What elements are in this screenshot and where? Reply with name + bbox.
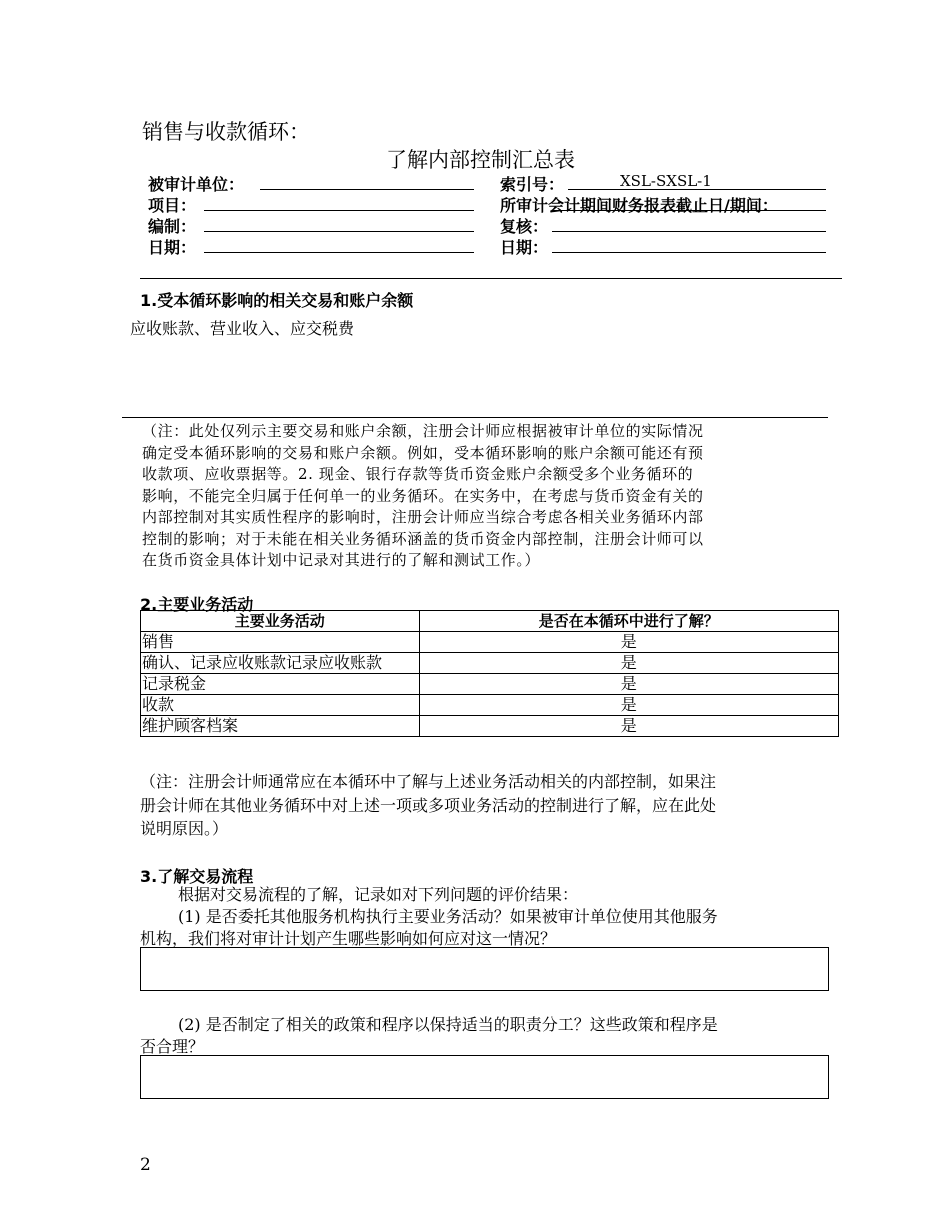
question2-line2: 否合理？ [140, 1037, 205, 1056]
audited-unit-label: 被审计单位： [148, 175, 245, 194]
index-field[interactable] [568, 189, 826, 190]
section2-note [140, 770, 840, 841]
col-header-activity: 主要业务活动 [141, 611, 420, 632]
table-header-row [141, 611, 839, 632]
table-row [141, 716, 839, 737]
header-divider [140, 278, 842, 279]
doc-title: 了解内部控制汇总表 [386, 148, 575, 172]
activity-cell: 收款 [141, 695, 420, 716]
period-label: 所审计会计期间财务报表截止日/期间： [500, 196, 778, 215]
section2-title: 2.主要业务活动 [140, 595, 254, 614]
audited-unit-field[interactable] [260, 189, 474, 190]
understood-cell[interactable]: 是 [419, 653, 838, 674]
note-line: 在货币资金具体计划中记录对其进行的了解和测试工作。） [142, 551, 541, 569]
question1-line2: 机构，我们将对审计计划产生哪些影响如何应对这一情况？ [140, 929, 557, 948]
prepared-label: 编制： [148, 217, 197, 236]
index-label: 索引号： [500, 175, 565, 194]
section1-note [142, 421, 832, 572]
activities-table [140, 610, 839, 737]
note-line: 册会计师在其他业务循环中对上述一项或多项业务活动的控制进行了解，应在此处 [140, 795, 717, 815]
activity-cell: 维护顾客档案 [141, 716, 420, 737]
note-line: 说明原因。） [140, 819, 229, 838]
question2-line1: (2) 是否制定了相关的政策和程序以保持适当的职责分工？这些政策和程序是 [178, 1015, 718, 1034]
section3-intro: 根据对交易流程的了解，记录如对下列问题的评价结果： [178, 885, 579, 904]
table-row [141, 674, 839, 695]
section1-accounts: 应收账款、营业收入、应交税费 [130, 319, 355, 338]
date-field-right[interactable] [552, 252, 826, 253]
activity-cell: 记录税金 [141, 674, 420, 695]
understood-cell[interactable]: 是 [419, 674, 838, 695]
activity-cell: 销售 [141, 632, 420, 653]
section1-divider [122, 417, 828, 418]
note-line: 影响，不能完全归属于任何单一的业务循环。在实务中，在考虑与货币资金有关的 [142, 486, 704, 505]
col-header-understood: 是否在本循环中进行了解？ [419, 611, 838, 632]
question2-answer-box[interactable] [140, 1055, 829, 1099]
section1-title: 1.受本循环影响的相关交易和账户余额 [140, 291, 414, 310]
note-line: （注：注册会计师通常应在本循环中了解与上述业务活动相关的内部控制，如果注 [140, 772, 717, 791]
project-label: 项目： [148, 196, 197, 215]
note-line: 确定受本循环影响的交易和账户余额。例如，受本循环影响的账户余额可能还有预 [142, 443, 704, 462]
date-label-right: 日期： [500, 238, 549, 257]
project-field[interactable] [204, 210, 474, 211]
note-line: 内部控制对其实质性程序的影响时，注册会计师应当综合考虑各相关业务循环内部 [142, 508, 704, 526]
date-label-left: 日期： [148, 238, 197, 257]
understood-cell[interactable]: 是 [419, 716, 838, 737]
understood-cell[interactable]: 是 [419, 695, 838, 716]
question1-line1: (1) 是否委托其他服务机构执行主要业务活动？如果被审计单位使用其他服务 [178, 907, 718, 926]
index-value: XSL-SXSL-1 [620, 172, 712, 190]
date-field-left[interactable] [204, 252, 474, 253]
review-label: 复核： [500, 217, 549, 236]
question1-answer-box[interactable] [140, 947, 829, 991]
note-line: 收款项、应收票据等。2. 现金、银行存款等货币资金账户余额受多个业务循环的 [142, 465, 694, 483]
page-number: 2 [140, 1155, 151, 1175]
table-row [141, 632, 839, 653]
table-row [141, 695, 839, 716]
section3-title: 3.了解交易流程 [140, 867, 254, 886]
review-field[interactable] [552, 231, 826, 232]
note-line: 控制的影响；对于未能在相关业务循环涵盖的货币资金内部控制，注册会计师可以 [142, 529, 704, 548]
activity-cell: 确认、记录应收账款记录应收账款 [141, 653, 420, 674]
table-row [141, 653, 839, 674]
prepared-field[interactable] [204, 231, 474, 232]
period-field[interactable] [552, 210, 826, 211]
note-line: （注：此处仅列示主要交易和账户余额，注册会计师应根据被审计单位的实际情况 [142, 422, 704, 440]
cycle-title: 销售与收款循环： [142, 120, 310, 144]
understood-cell[interactable]: 是 [419, 632, 838, 653]
